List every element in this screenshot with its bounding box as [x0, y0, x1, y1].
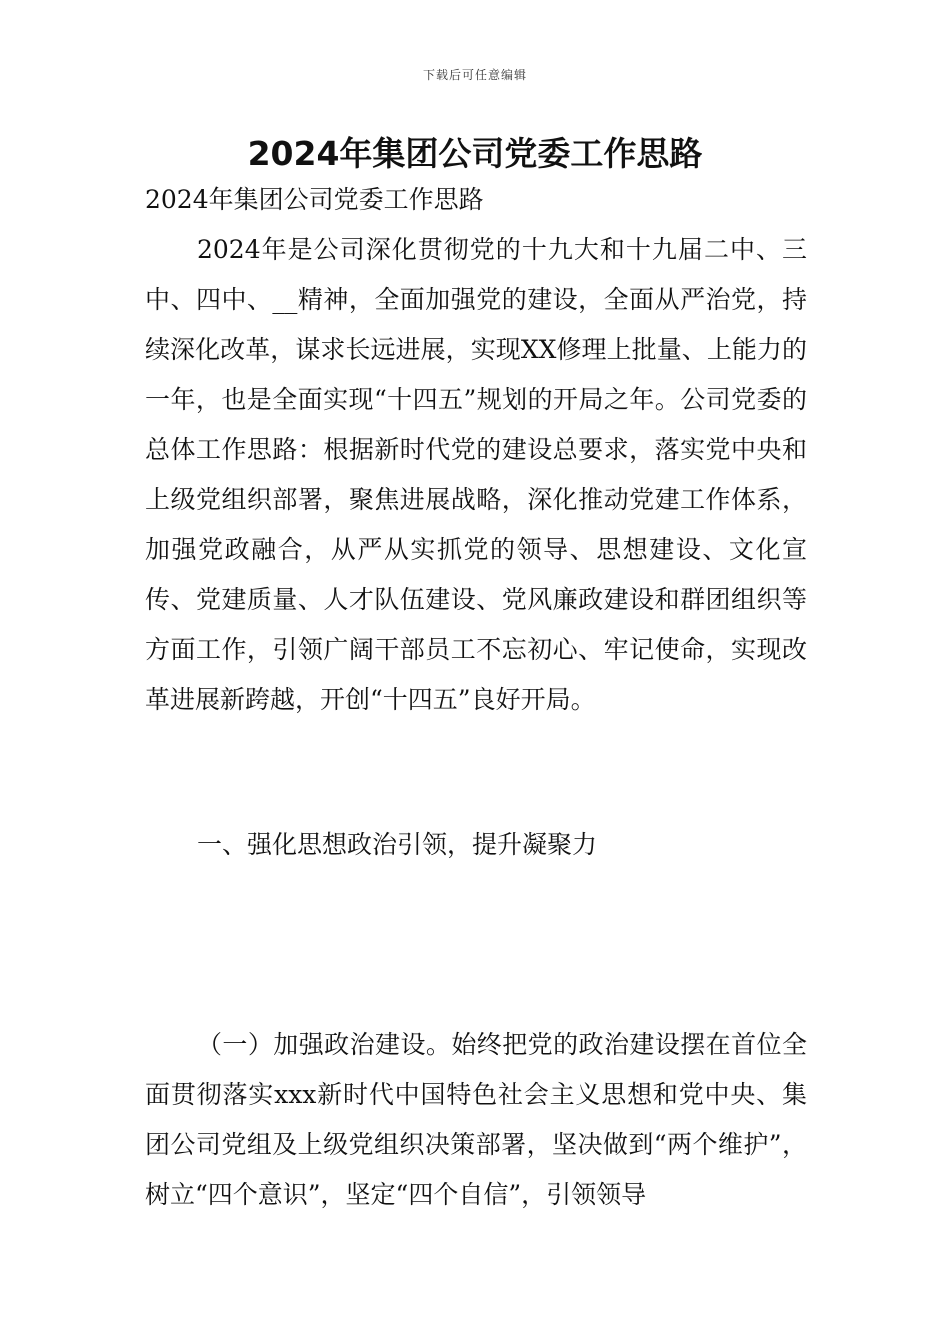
subtitle-line: 2024年集团公司党委工作思路	[145, 185, 484, 214]
body-paragraph: （一）加强政治建设。始终把党的政治建设摆在首位全面贯彻落实xxx新时代中国特色社会主义思想和党中央、集团公司党组及上级党组织决策部署，坚决做到“两个维护”，树立“四个意识”，坚定“四个自信”，引领领导	[145, 1030, 807, 1209]
header-note: 下载后可任意编辑	[422, 68, 527, 82]
document-title: 2024年集团公司党委工作思路	[247, 134, 703, 173]
intro-paragraph: 2024年是公司深化贯彻党的十九大和十九届二中、三中、四中、__精神，全面加强党的建设，全面从严治党，持续深化改革，谋求长远进展，实现XX修理上批量、上能力的一年，也是全面实现“十四五”规划的开局之年。公司党委的总体工作思路：根据新时代党的建设总要求，落实党中央和上级党组织部署，聚焦进展战略，深化推动党建工作体系，加强党政融合，从严从实抓党的领导、思想建设、文化宣传、党建质量、人才队伍建设、党风廉政建设和群团组织等方面工作，引领广阔干部员工不忘初心、牢记使命，实现改革进展新跨越，开创“十四五”良好开局。	[145, 235, 807, 714]
section-heading: 一、强化思想政治引领，提升凝聚力	[197, 830, 598, 859]
